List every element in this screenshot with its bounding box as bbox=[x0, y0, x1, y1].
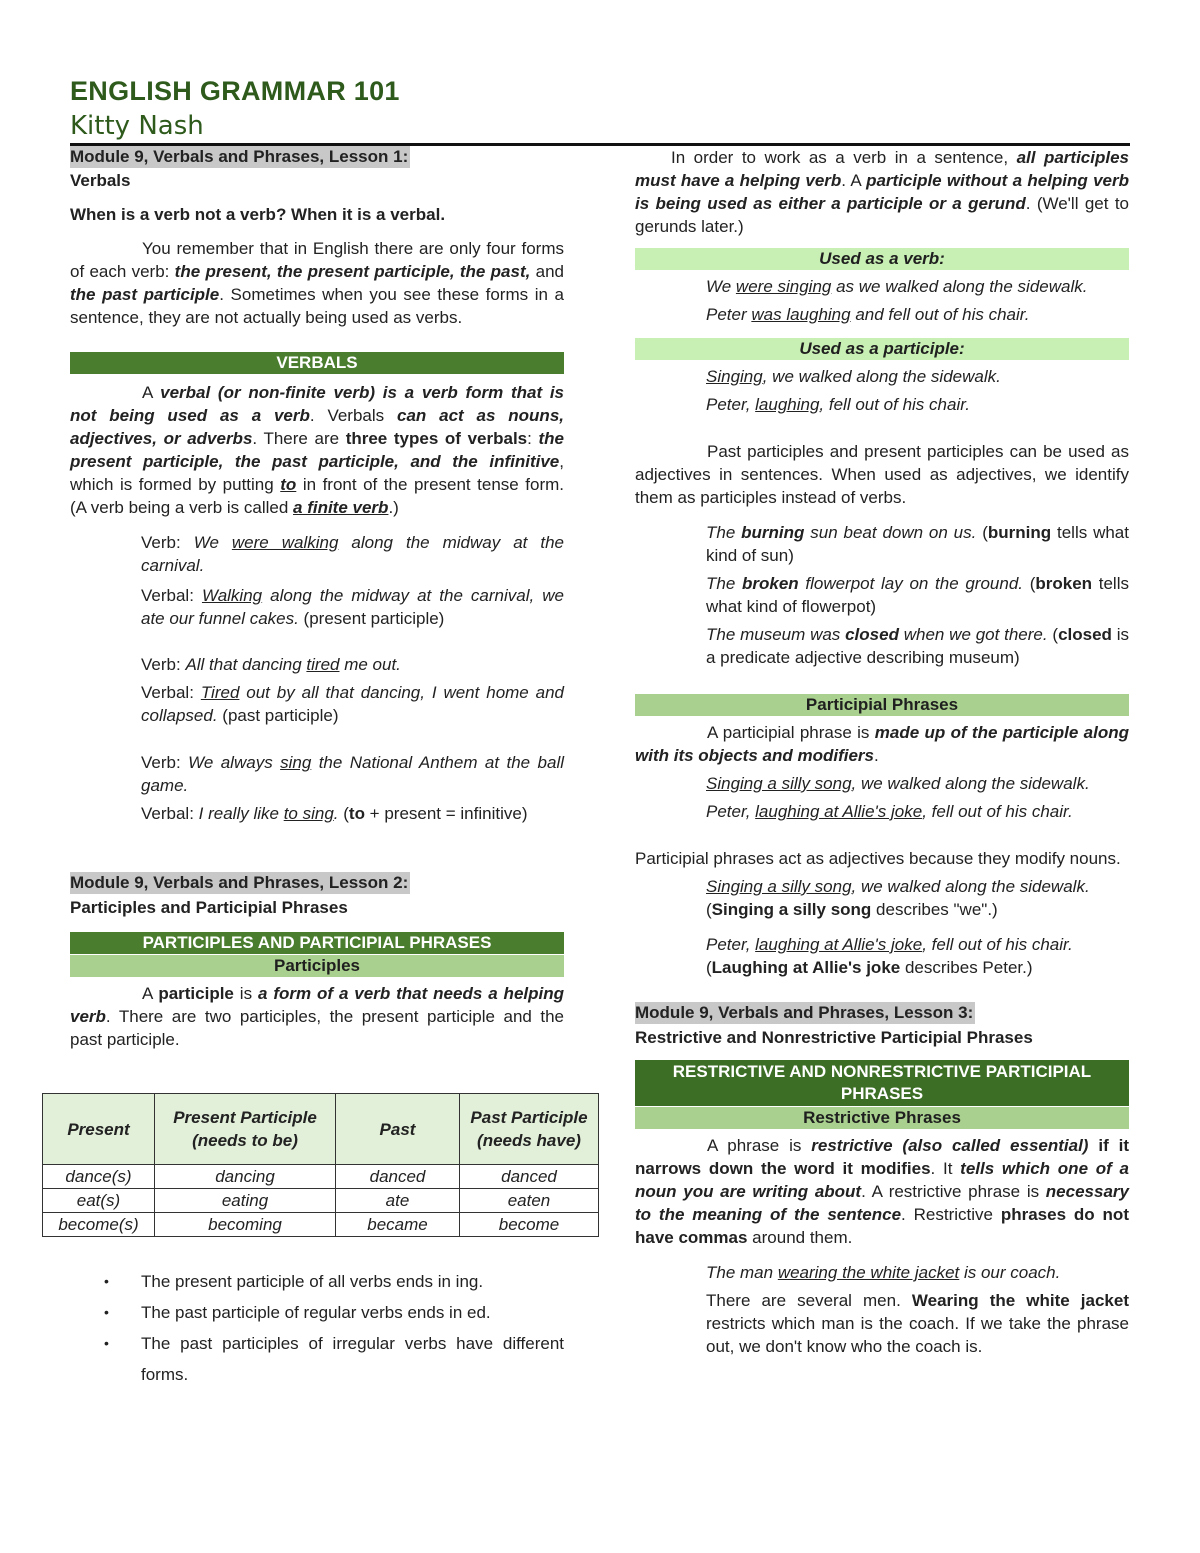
table-cell: became bbox=[336, 1213, 460, 1237]
table-cell: eating bbox=[155, 1189, 336, 1213]
phrase-example-3-note: (Singing a silly song describes "we".) bbox=[706, 900, 998, 919]
participles-table bbox=[42, 1093, 599, 1237]
table-cell: danced bbox=[460, 1165, 599, 1189]
phrase-example-1: Singing a silly song, we walked along the sidewalk. bbox=[706, 774, 1090, 793]
table-row bbox=[43, 1165, 599, 1189]
table-header: Past Participle (needs have) bbox=[460, 1094, 599, 1165]
participle-example-2: Peter, laughing, fell out of his chair. bbox=[706, 395, 970, 414]
participle-bullet-list bbox=[104, 1266, 564, 1390]
list-item: • The present participle of all verbs ends in ing. bbox=[104, 1266, 564, 1297]
example-verb-3: Verb: We always sing the National Anthem at the ball game. bbox=[141, 753, 564, 795]
left-column bbox=[70, 146, 564, 1051]
participles-section-bar: PARTICIPLES AND PARTICIPIAL PHRASES bbox=[70, 932, 564, 954]
restrictive-definition: A phrase is restrictive (also called essential) if it narrows down the word it modifies. It tells which one of a noun you are writing about. A restrictive phrase is necessary to the meaning of the sentence. Restrictive phrases do not have commas around them. bbox=[635, 1136, 1129, 1247]
table-header: Present Participle (needs to be) bbox=[155, 1094, 336, 1165]
restrictive-section-bar: RESTRICTIVE AND NONRESTRICTIVE PARTICIPIAL PHRASES bbox=[635, 1060, 1129, 1106]
lesson1-subtitle: Verbals bbox=[70, 171, 131, 190]
adjective-example-1: The burning sun beat down on us. (burning tells what kind of sun) bbox=[706, 523, 1129, 565]
lesson3-subtitle: Restrictive and Nonrestrictive Participial Phrases bbox=[635, 1028, 1033, 1047]
example-verb-2: Verb: All that dancing tired me out. bbox=[141, 655, 401, 674]
lesson1-intro: You remember that in English there are only four forms of each verb: the present, the present participle, the past, and the past participle. Sometimes when you see these forms in a sentence, they are not actually being used as verbs. bbox=[70, 239, 564, 327]
verbals-section-bar: VERBALS bbox=[70, 352, 564, 374]
example-verb-1: Verb: We were walking along the midway at the carnival. bbox=[141, 533, 565, 575]
restrictive-example-note: There are several men. Wearing the white jacket restricts which man is the coach. If we take the phrase out, we don't know who the coach is. bbox=[706, 1291, 1129, 1356]
adjective-intro: Past participles and present participles can be used as adjectives in sentences. When used as adjectives, we identify them as participles instead of verbs. bbox=[635, 442, 1129, 507]
list-item: • The past participles of irregular verbs have different forms. bbox=[104, 1328, 564, 1390]
example-verbal-1: Verbal: Walking along the midway at the carnival, we ate our funnel cakes. (present participle) bbox=[141, 586, 564, 628]
phrase-example-3: Singing a silly song, we walked along the sidewalk. bbox=[706, 877, 1090, 896]
lesson2-module-heading: Module 9, Verbals and Phrases, Lesson 2: bbox=[70, 873, 409, 892]
used-as-verb-bar: Used as a verb: bbox=[635, 248, 1129, 270]
phrase-example-4: Peter, laughing at Allie's joke, fell out of his chair. bbox=[706, 935, 1073, 954]
table-cell: becoming bbox=[155, 1213, 336, 1237]
right-column bbox=[635, 146, 1129, 1358]
phrase-example-2: Peter, laughing at Allie's joke, fell out of his chair. bbox=[706, 802, 1073, 821]
adjective-example-2: The broken flowerpot lay on the ground. (broken tells what kind of flowerpot) bbox=[706, 574, 1129, 616]
lesson2-subtitle: Participles and Participial Phrases bbox=[70, 898, 348, 917]
adjective-example-3: The museum was closed when we got there. (closed is a predicate adjective describing museum) bbox=[706, 625, 1130, 667]
table-header: Past bbox=[336, 1094, 460, 1165]
table-cell: eat(s) bbox=[43, 1189, 155, 1213]
verb-example-2: Peter was laughing and fell out of his chair. bbox=[706, 305, 1030, 324]
participial-phrase-definition: A participial phrase is made up of the participle along with its objects and modifiers. bbox=[635, 723, 1129, 765]
participles-subsection-bar: Participles bbox=[70, 955, 564, 977]
lesson3-module-heading: Module 9, Verbals and Phrases, Lesson 3: bbox=[635, 1003, 974, 1022]
table-cell: become(s) bbox=[43, 1213, 155, 1237]
participle-example-1: Singing, we walked along the sidewalk. bbox=[706, 367, 1001, 386]
author-name: Kitty Nash bbox=[70, 111, 204, 141]
table-cell: danced bbox=[336, 1165, 460, 1189]
lesson1-question: When is a verb not a verb? When it is a verbal. bbox=[70, 205, 446, 224]
example-verbal-2: Verbal: Tired out by all that dancing, I went home and collapsed. (past participle) bbox=[141, 683, 564, 725]
verb-example-1: We were singing as we walked along the sidewalk. bbox=[706, 277, 1088, 296]
participle-definition: A participle is a form of a verb that needs a helping verb. There are two participles, the present participle and the past participle. bbox=[70, 984, 564, 1049]
table-cell: eaten bbox=[460, 1189, 599, 1213]
participial-phrase-adjective-note: Participial phrases act as adjectives because they modify nouns. bbox=[635, 849, 1121, 868]
table-row bbox=[43, 1189, 599, 1213]
table-row bbox=[43, 1213, 599, 1237]
document-title: ENGLISH GRAMMAR 101 bbox=[70, 76, 400, 106]
restrictive-subsection-bar: Restrictive Phrases bbox=[635, 1107, 1129, 1129]
restrictive-example: The man wearing the white jacket is our coach. bbox=[706, 1263, 1061, 1282]
table-cell: dancing bbox=[155, 1165, 336, 1189]
phrase-example-4-note: (Laughing at Allie's joke describes Peter.) bbox=[706, 958, 1033, 977]
list-item: • The past participle of regular verbs ends in ed. bbox=[104, 1297, 564, 1328]
lesson1-module-heading: Module 9, Verbals and Phrases, Lesson 1: bbox=[70, 147, 409, 166]
example-verbal-3: Verbal: I really like to sing. (to + present = infinitive) bbox=[141, 804, 528, 823]
helping-verb-rule: In order to work as a verb in a sentence, all participles must have a helping verb. A participle without a helping verb is being used as either a participle or a gerund. (We'll get to gerunds later.) bbox=[635, 148, 1130, 236]
verbal-definition: A verbal (or non-finite verb) is a verb form that is not being used as a verb. Verbals can act as nouns, adjectives, or adverbs. There are three types of verbals: the present participle, the past participle, and the infinitive, which is formed by putting to in front of the present tense form. (A verb being a verb is called a finite verb.) bbox=[70, 383, 565, 517]
used-as-participle-bar: Used as a participle: bbox=[635, 338, 1129, 360]
table-cell: dance(s) bbox=[43, 1165, 155, 1189]
table-cell: ate bbox=[336, 1189, 460, 1213]
participial-phrases-bar: Participial Phrases bbox=[635, 694, 1129, 716]
table-header: Present bbox=[43, 1094, 155, 1165]
table-cell: become bbox=[460, 1213, 599, 1237]
